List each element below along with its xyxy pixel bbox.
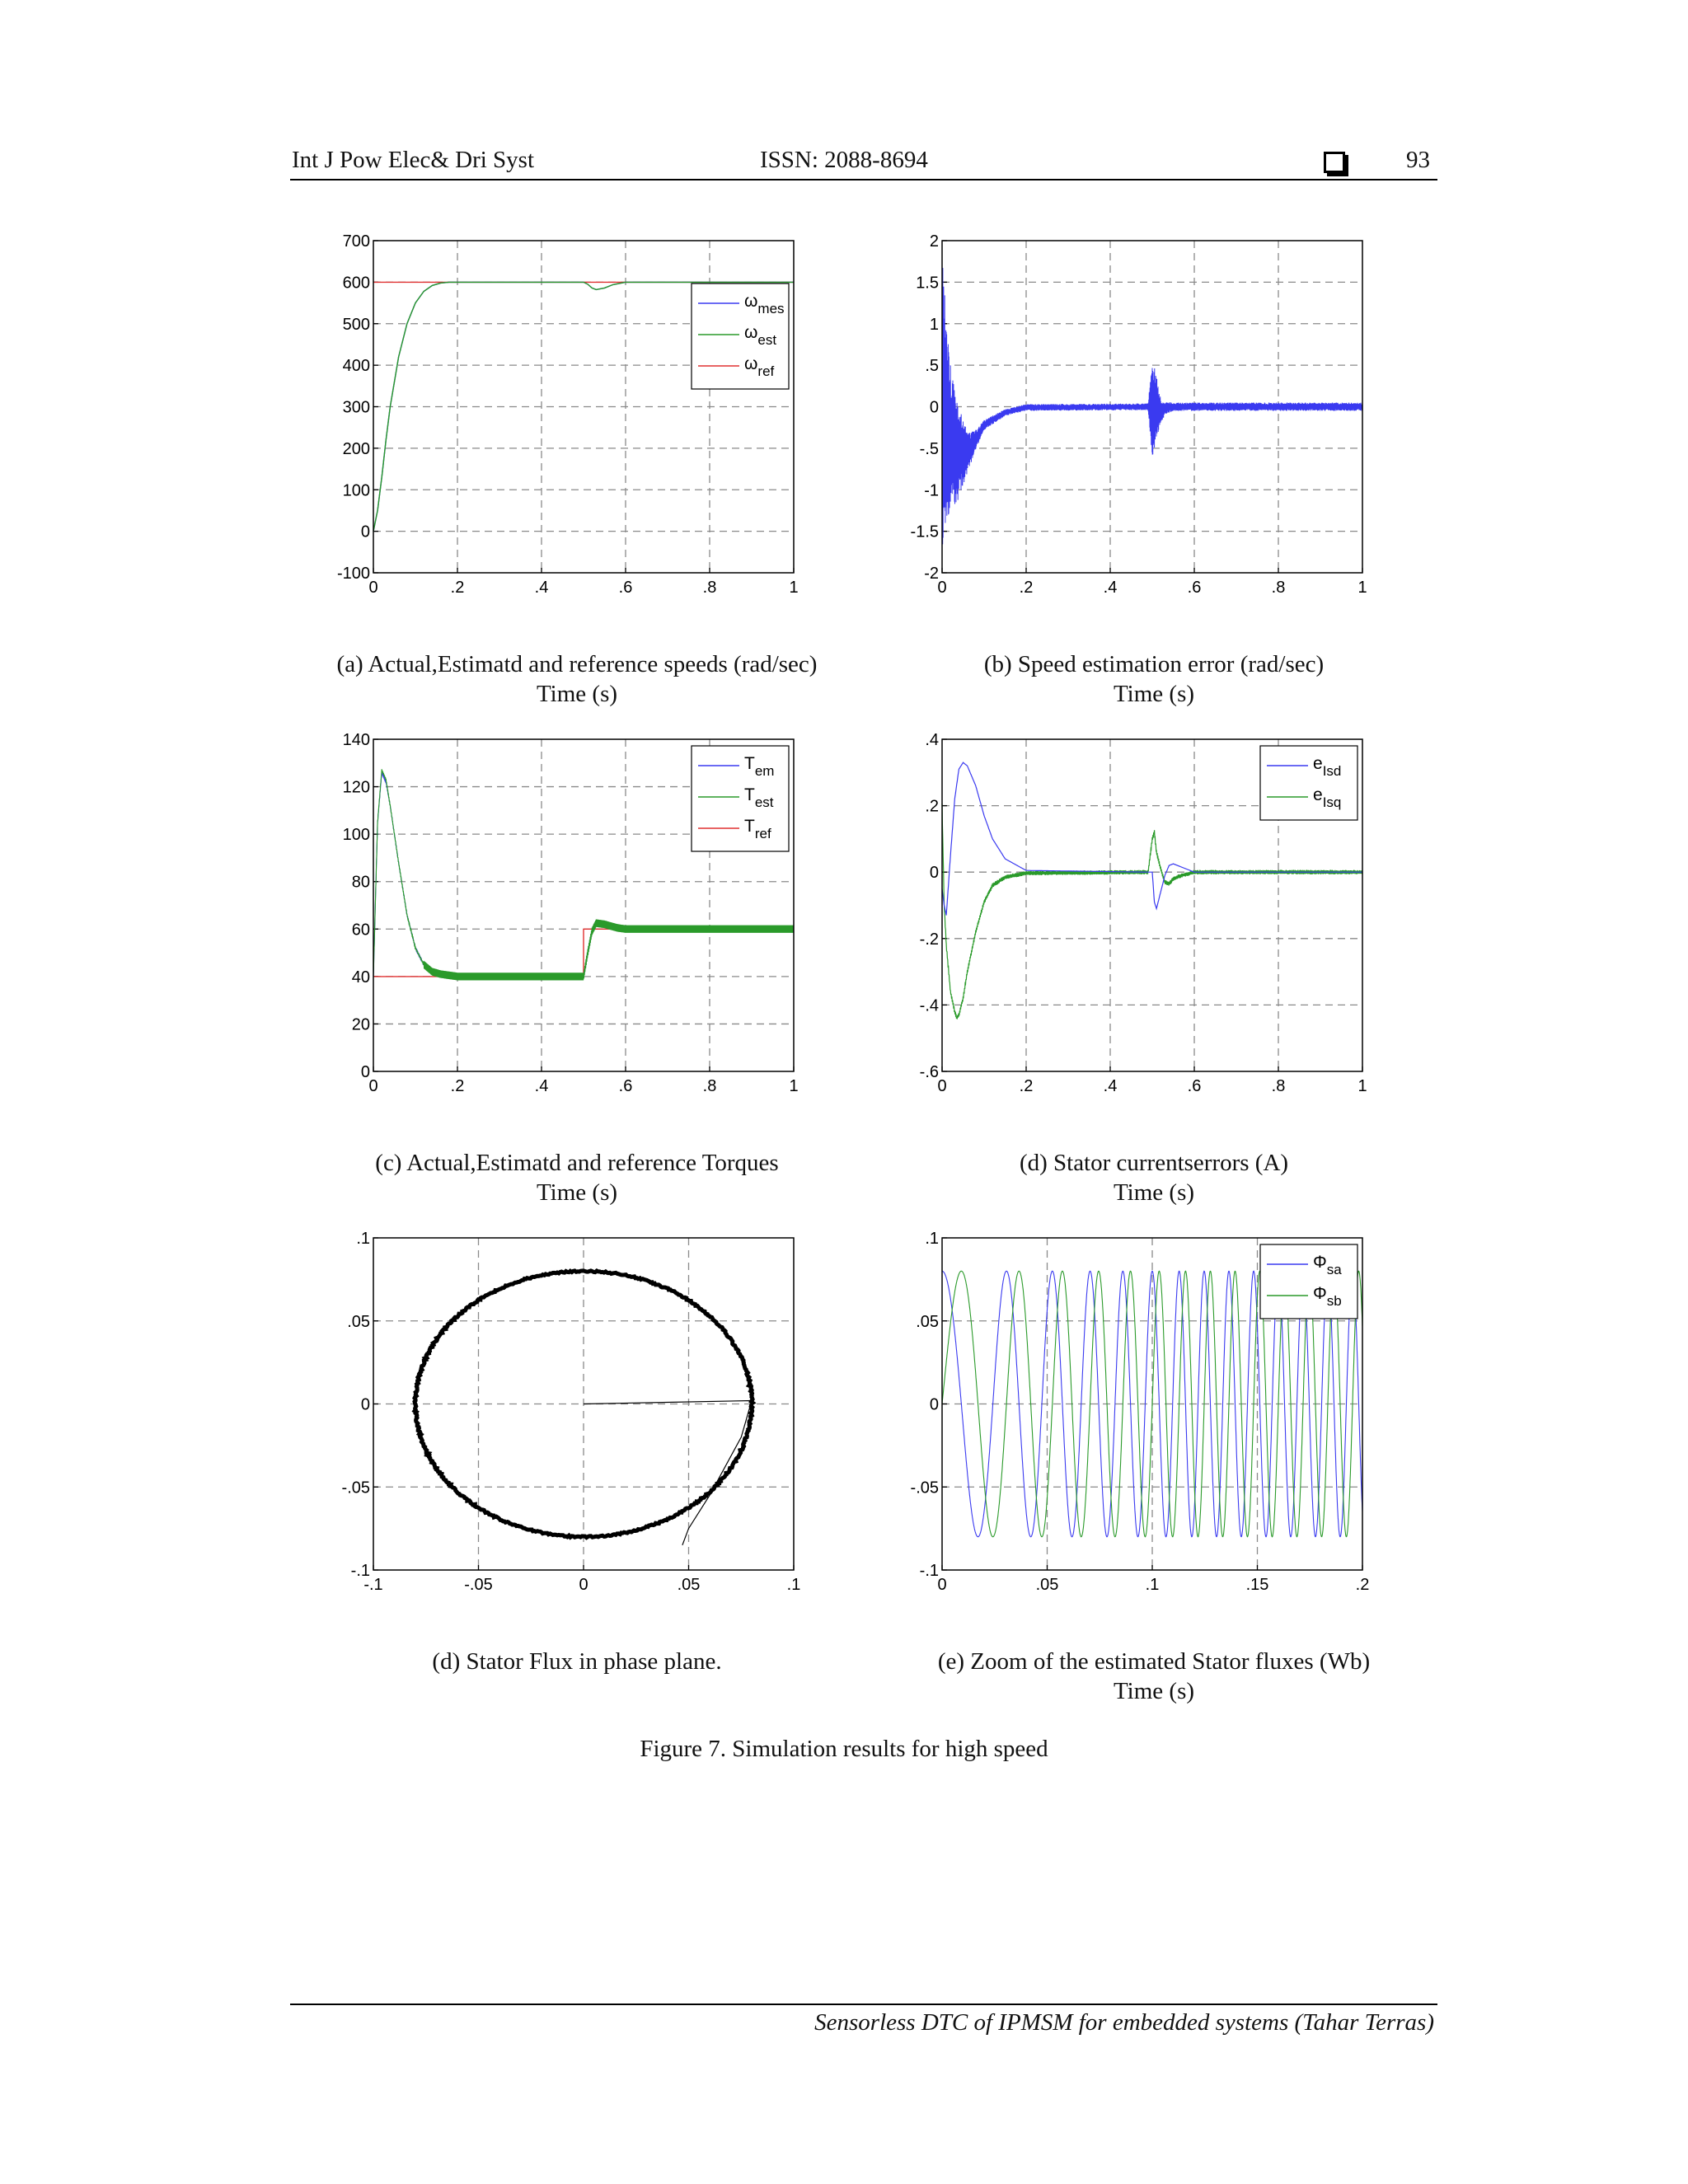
y-tick-label: 0 <box>360 1395 370 1414</box>
footer-rule <box>290 2004 1437 2005</box>
y-tick-label: 0 <box>929 1395 939 1414</box>
legend <box>1260 746 1357 820</box>
x-tick-label: .6 <box>618 579 633 597</box>
chart-torques <box>313 729 808 1108</box>
y-tick-label: 60 <box>351 921 370 940</box>
chart-speed-error <box>882 231 1376 610</box>
y-tick-label: 100 <box>342 826 370 845</box>
caption-c-xlabel: Time (s) <box>536 1179 618 1206</box>
y-tick-label: -.5 <box>919 439 939 458</box>
legend-label: $T_{em}$ <box>744 754 775 779</box>
x-tick-label: .2 <box>1355 1576 1370 1594</box>
x-tick-label: 1 <box>789 1077 799 1095</box>
y-tick-label: 40 <box>351 968 370 987</box>
x-tick-label: .2 <box>1019 579 1034 597</box>
caption-b-xlabel: Time (s) <box>1113 681 1195 707</box>
x-tick-label: .8 <box>1271 1077 1286 1095</box>
x-tick-label: .4 <box>534 579 549 597</box>
legend-box <box>1260 746 1357 820</box>
y-tick-label: -.05 <box>910 1479 939 1497</box>
legend <box>692 746 789 851</box>
caption-f <box>824 1647 1484 1706</box>
chart-current-errors <box>882 729 1376 1108</box>
legend <box>692 284 789 389</box>
legend-label: $\Phi_{sa}$ <box>1313 1253 1342 1277</box>
x-tick-label: .4 <box>1103 579 1118 597</box>
y-tick-label: 400 <box>342 357 370 376</box>
x-tick-label: .15 <box>1245 1576 1269 1594</box>
y-tick-label: 0 <box>929 398 939 417</box>
y-tick-label: 500 <box>342 315 370 334</box>
caption-f-xlabel: Time (s) <box>1113 1678 1195 1704</box>
box-icon <box>1324 152 1345 173</box>
legend-box <box>1260 1244 1357 1319</box>
y-tick-label: .1 <box>925 1230 939 1248</box>
issn: ISSN: 2088-8694 <box>760 147 928 173</box>
x-tick-label: 1 <box>1357 1077 1367 1095</box>
y-tick-label: -.4 <box>919 996 939 1015</box>
x-tick-label: 1 <box>789 579 799 597</box>
x-tick-label: .8 <box>702 579 717 597</box>
chart-flux-phase-plane <box>313 1228 808 1607</box>
x-tick-label: 0 <box>937 1576 947 1594</box>
y-tick-label: 0 <box>360 1063 370 1081</box>
caption-a-xlabel: Time (s) <box>536 681 618 707</box>
running-title: Sensorless DTC of IPMSM for embedded systems (Tahar Terras) <box>814 2009 1434 2036</box>
x-tick-label: .2 <box>1019 1077 1034 1095</box>
y-tick-label: 1 <box>929 315 939 334</box>
y-tick-label: .1 <box>356 1230 370 1248</box>
legend-label: $e_{Isq}$ <box>1313 785 1342 810</box>
x-tick-label: .6 <box>618 1077 633 1095</box>
y-tick-label: 200 <box>342 439 370 458</box>
y-tick-label: .05 <box>916 1312 939 1331</box>
x-tick-label: .1 <box>786 1576 801 1594</box>
x-tick-label: .4 <box>534 1077 549 1095</box>
page-number: 93 <box>1406 147 1430 173</box>
caption-e-text: (d) Stator Flux in phase plane. <box>432 1648 722 1675</box>
figure-caption: Figure 7. Simulation results for high speed <box>640 1736 1048 1762</box>
y-tick-label: .4 <box>925 731 939 749</box>
x-tick-label: -.1 <box>363 1576 383 1594</box>
y-tick-label: -1 <box>924 481 939 500</box>
y-tick-label: 140 <box>342 731 370 749</box>
x-tick-label: -.05 <box>464 1576 493 1594</box>
legend-label: $\omega_{ref}$ <box>744 354 775 379</box>
x-tick-label: 0 <box>368 1077 378 1095</box>
caption-c-text: (c) Actual,Estimatd and reference Torques <box>375 1150 779 1176</box>
x-tick-label: .8 <box>702 1077 717 1095</box>
y-tick-label: 1.5 <box>916 274 939 293</box>
x-tick-label: 1 <box>1357 579 1367 597</box>
caption-a <box>247 649 907 709</box>
x-tick-label: 0 <box>368 579 378 597</box>
caption-f-text: (e) Zoom of the estimated Stator fluxes (Wb) <box>937 1648 1371 1675</box>
x-tick-label: 0 <box>937 579 947 597</box>
caption-b-text: (b) Speed estimation error (rad/sec) <box>983 651 1325 677</box>
x-tick-label: .1 <box>1145 1576 1160 1594</box>
y-tick-label: 100 <box>342 481 370 500</box>
legend-label: $\omega_{mes}$ <box>744 292 785 316</box>
y-tick-label: 0 <box>360 523 370 541</box>
y-tick-label: 120 <box>342 778 370 797</box>
y-tick-label: 300 <box>342 398 370 417</box>
x-tick-label: .4 <box>1103 1077 1118 1095</box>
legend-label: $\omega_{est}$ <box>744 323 777 348</box>
x-tick-label: .8 <box>1271 579 1286 597</box>
y-tick-label: 600 <box>342 274 370 293</box>
x-tick-label: .05 <box>677 1576 701 1594</box>
caption-d-text: (d) Stator currentserrors (A) <box>1019 1150 1289 1176</box>
x-tick-label: 0 <box>937 1077 947 1095</box>
legend-label: $T_{ref}$ <box>744 817 771 841</box>
x-tick-label: .05 <box>1035 1576 1059 1594</box>
journal-name: Int J Pow Elec& Dri Syst <box>292 147 535 173</box>
y-tick-label: 20 <box>351 1015 370 1034</box>
y-tick-label: 700 <box>342 232 370 251</box>
legend-label: $\Phi_{sb}$ <box>1313 1284 1342 1309</box>
caption-a-text: (a) Actual,Estimatd and reference speeds (rad/sec) <box>336 651 818 677</box>
y-tick-label: -.2 <box>919 930 939 949</box>
legend-label: $e_{Isd}$ <box>1313 754 1342 779</box>
y-tick-label: -2 <box>924 565 939 583</box>
y-tick-label: -100 <box>336 565 370 583</box>
caption-d-xlabel: Time (s) <box>1113 1179 1195 1206</box>
y-tick-label: -.1 <box>350 1562 370 1580</box>
y-tick-label: -1.5 <box>910 523 939 541</box>
y-tick-label: -.05 <box>341 1479 370 1497</box>
chart-speeds <box>313 231 808 610</box>
x-tick-label: .2 <box>450 1077 465 1095</box>
y-tick-label: .2 <box>925 797 939 816</box>
legend <box>1260 1244 1357 1319</box>
x-tick-label: .6 <box>1187 1077 1202 1095</box>
y-tick-label: .5 <box>925 357 939 376</box>
y-tick-label: .05 <box>347 1312 370 1331</box>
y-tick-label: 2 <box>929 232 939 251</box>
y-tick-label: 80 <box>351 873 370 892</box>
caption-b <box>824 649 1484 709</box>
caption-e <box>247 1647 907 1676</box>
chart-stator-fluxes <box>882 1228 1376 1607</box>
x-tick-label: .2 <box>450 579 465 597</box>
x-tick-label: 0 <box>579 1576 588 1594</box>
legend-label: $T_{est}$ <box>744 785 774 810</box>
y-tick-label: 0 <box>929 864 939 883</box>
y-tick-label: -.6 <box>919 1063 939 1081</box>
header-rule <box>290 179 1437 180</box>
x-tick-label: .6 <box>1187 579 1202 597</box>
legend-box <box>692 746 789 851</box>
caption-c <box>247 1148 907 1207</box>
y-tick-label: -.1 <box>919 1562 939 1580</box>
caption-d <box>824 1148 1484 1207</box>
